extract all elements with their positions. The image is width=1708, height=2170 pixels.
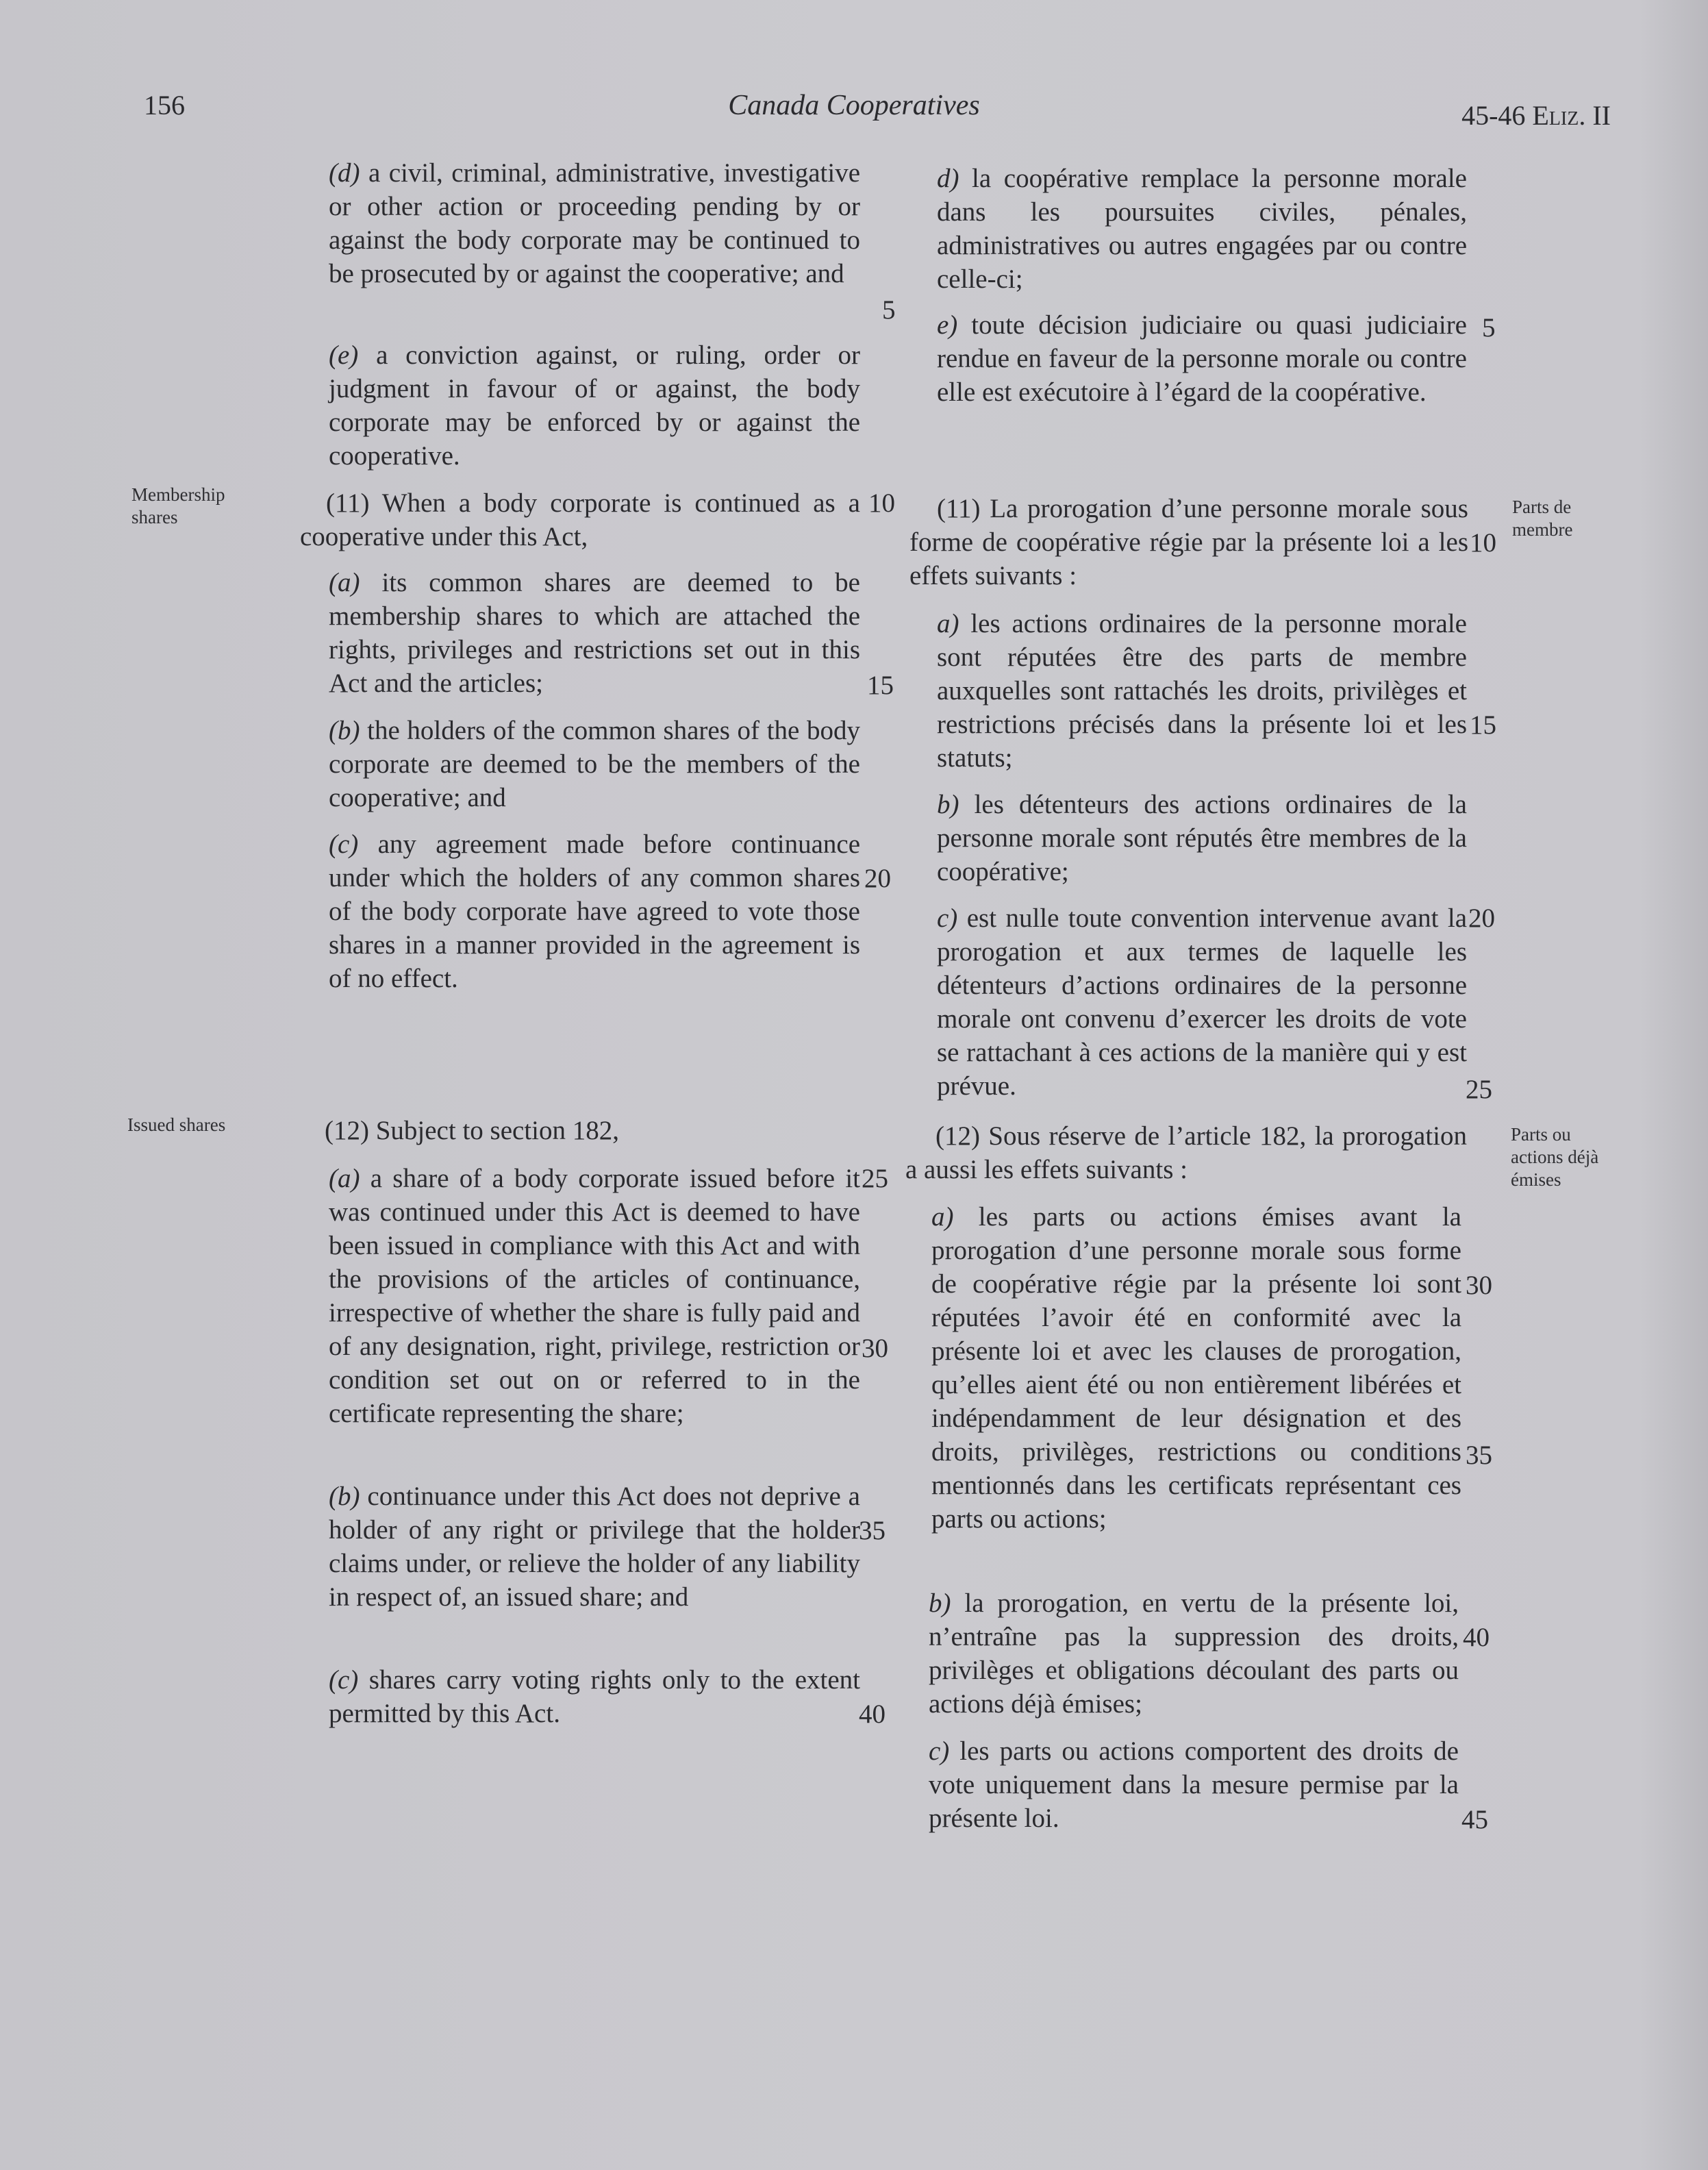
fr-line-number: 25 xyxy=(1466,1075,1492,1104)
fr-paragraph-e xyxy=(933,308,1467,409)
fr-12c-text: les parts ou actions comportent des droits de vote uniquement dans la mesure permise par la présente loi. xyxy=(929,1736,1459,1833)
en-paragraph-12c xyxy=(325,1663,860,1730)
en-paragraph-d xyxy=(325,156,860,290)
en-12c-text: shares carry voting rights only to the extent permitted by this Act. xyxy=(329,1665,860,1728)
en-11a-label: (a) xyxy=(329,568,360,597)
fr-11a-text: les actions ordinaires de la personne morale sont réputées être des parts de membre auxquelles sont rattachés les droits, privilèges et restrictions précisés dans la présente loi et les statuts; xyxy=(937,609,1467,773)
en-line-number: 15 xyxy=(867,671,894,700)
fr-line-number: 10 xyxy=(1470,528,1496,558)
en-line-number: 20 xyxy=(864,864,891,893)
en-paragraph-12a xyxy=(325,1162,860,1430)
en-12b-text: continuance under this Act does not deprive a holder of any right or privilege that the holder claims under, or relieve the holder of any liability in respect of, an issued share; and xyxy=(329,1482,860,1612)
en-e-text: a conviction against, or ruling, order or judgment in favour of or against, the body corporate may be enforced by or against the cooperative. xyxy=(329,340,860,471)
fr-12a-label: a) xyxy=(931,1202,954,1232)
running-title: Canada Cooperatives xyxy=(728,90,980,121)
en-line-number: 30 xyxy=(862,1334,888,1363)
en-12a-label: (a) xyxy=(329,1164,360,1193)
fr-paragraph-11b xyxy=(933,788,1467,888)
fr-11b-label: b) xyxy=(937,790,959,819)
fr-paragraph-12a xyxy=(927,1200,1461,1536)
fr-d-text: la coopérative remplace la personne morale dans les poursuites civiles, pénales, administratives ou autres engagées par ou contre celle-ci; xyxy=(937,164,1467,294)
en-12a-text: a share of a body corporate issued before it was continued under this Act is deemed to have been issued in compliance with this Act and with the provisions of the articles of continuance, irrespective of whether the share is fully paid and of any designation, right, privilege, restriction or condition set out on or referred to in the certificate representing the share; xyxy=(329,1164,860,1428)
en-paragraph-11a xyxy=(325,566,860,700)
fr-paragraph-11a xyxy=(933,607,1467,775)
en-11a-text: its common shares are deemed to be membership shares to which are attached the rights, privileges and restrictions set out in this Act and the articles; xyxy=(329,568,860,698)
fr-e-text: toute décision judiciaire ou quasi judiciaire rendue en faveur de la personne morale ou contre elle est exécutoire à l’égard de la coopérative. xyxy=(937,310,1467,407)
en-line-number: 25 xyxy=(862,1164,888,1193)
fr-11b-text: les détenteurs des actions ordinaires de la personne morale sont réputés être membres de la coopérative; xyxy=(937,790,1467,886)
margin-note-issued-shares: Issued shares xyxy=(127,1114,226,1135)
fr-12b-text: la prorogation, en vertu de la présente loi, n’entraîne pas la suppression des droits, privilèges et obligations découlant des parts ou actions déjà émises; xyxy=(929,1588,1459,1719)
en-11c-label: (c) xyxy=(329,830,359,859)
en-paragraph-12b xyxy=(325,1480,860,1614)
en-11c-text: any agreement made before continuance under which the holders of any common shares of the body corporate have agreed to vote those shares in a manner provided in the agreement is of no effect. xyxy=(329,830,860,993)
fr-12c-label: c) xyxy=(929,1736,950,1766)
fr-12b-label: b) xyxy=(929,1588,951,1618)
fr-line-number: 30 xyxy=(1466,1271,1492,1300)
en-line-number: 40 xyxy=(859,1699,886,1729)
fr-paragraph-d xyxy=(933,162,1467,296)
fr-line-number: 45 xyxy=(1461,1805,1488,1834)
en-paragraph-11b xyxy=(325,714,860,814)
fr-11c-text: est nulle toute convention intervenue avant la prorogation et aux termes de laquelle les détenteurs d’actions ordinaires de la personne morale ont convenu d’exercer les droits de vote se rattachant à ces actions de la manière qui y est prévue. xyxy=(937,903,1467,1101)
regnal-year-monarch: Eliz. xyxy=(1532,100,1586,131)
margin-note-membership-shares: Membership shares xyxy=(131,484,225,527)
en-subsection-11-intro: (11) When a body corporate is continued as a cooperative under this Act, xyxy=(300,488,860,551)
en-d-label: (d) xyxy=(329,158,360,188)
fr-paragraph-11c xyxy=(933,901,1467,1103)
regnal-year xyxy=(1461,99,1611,132)
en-paragraph-11c xyxy=(325,827,860,995)
fr-11c-label: c) xyxy=(937,903,958,933)
en-d-text: a civil, criminal, administrative, investigative or other action or proceeding pending by or against the body corporate may be continued to be prosecuted by or against the cooperative; and xyxy=(329,158,860,288)
regnal-year-numeral: II xyxy=(1592,100,1611,131)
fr-12a-text: les parts ou actions émises avant la prorogation d’une personne morale sous forme de coopérative régie par la présente loi sont réputées l’avoir été en conformité avec la présente loi et avec les clauses de prorogation, qu’elles aient été ou non entièrement libérées et indépendamment de leur désignation et des droits, privilèges, restrictions ou conditions mentionnés dans les certificats représentant ces parts ou actions; xyxy=(931,1202,1461,1534)
regnal-year-number: 45-46 xyxy=(1461,100,1526,131)
fr-line-number: 15 xyxy=(1470,710,1496,740)
fr-line-number: 5 xyxy=(1482,313,1496,342)
fr-paragraph-12c xyxy=(925,1734,1459,1835)
en-12b-label: (b) xyxy=(329,1482,360,1511)
fr-line-number: 40 xyxy=(1463,1623,1490,1652)
fr-line-number: 35 xyxy=(1466,1441,1492,1470)
margin-note-parts-de-membre: Parts de membre xyxy=(1512,497,1573,540)
fr-11a-label: a) xyxy=(937,609,959,638)
fr-line-number: 20 xyxy=(1468,903,1495,933)
fr-subsection-11-intro: (11) La prorogation d’une personne morale sous forme de coopérative régie par la présente loi a les effets suivants : xyxy=(909,494,1468,590)
en-e-label: (e) xyxy=(329,340,359,370)
fr-e-label: e) xyxy=(937,310,958,340)
en-line-number: 10 xyxy=(868,488,895,518)
en-paragraph-e xyxy=(325,338,860,473)
fr-paragraph-12b xyxy=(925,1586,1459,1721)
en-11b-text: the holders of the common shares of the body corporate are deemed to be the members of the cooperative; and xyxy=(329,716,860,812)
en-subsection-12-intro: (12) Subject to section 182, xyxy=(325,1116,620,1145)
en-12c-label: (c) xyxy=(329,1665,359,1695)
margin-note-parts-emises: Parts ou actions déjà émises xyxy=(1511,1124,1599,1190)
fr-subsection-12-intro: (12) Sous réserve de l’article 182, la prorogation a aussi les effets suivants : xyxy=(905,1121,1467,1184)
en-line-number: 35 xyxy=(859,1516,886,1545)
en-11b-label: (b) xyxy=(329,716,360,745)
page-number: 156 xyxy=(144,90,185,121)
en-line-number: 5 xyxy=(882,295,896,325)
fr-d-label: d) xyxy=(937,164,959,193)
